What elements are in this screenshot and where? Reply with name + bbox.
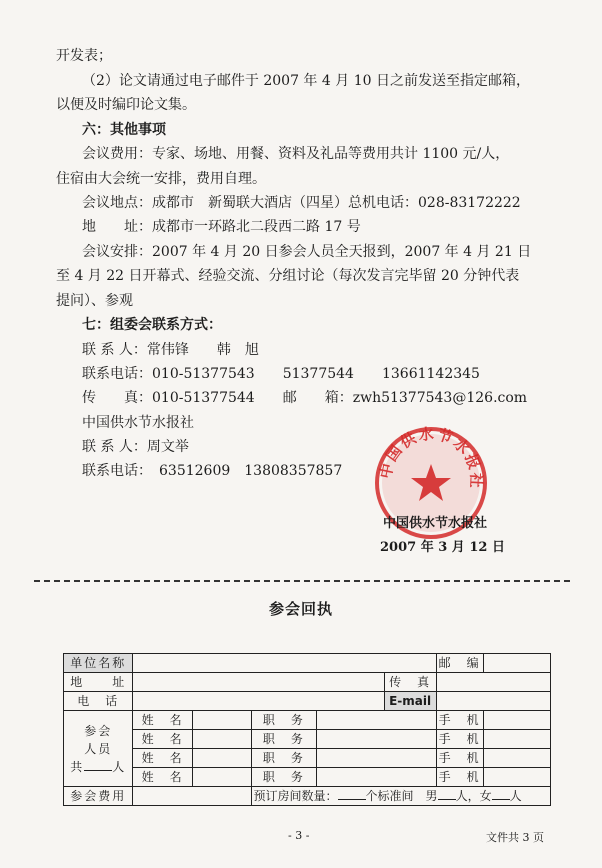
fax-label: 传 真 <box>384 673 436 692</box>
participants-total-pre: 共 <box>70 759 85 774</box>
position-field[interactable] <box>317 730 436 749</box>
name-field[interactable] <box>192 749 251 768</box>
mobile-label: 手 机 <box>436 730 483 749</box>
mobile-label: 手 机 <box>436 711 483 730</box>
email-field[interactable] <box>436 692 550 711</box>
name-label: 姓 名 <box>133 749 192 768</box>
mobile-field[interactable] <box>483 730 550 749</box>
fee-label: 参会费用 <box>64 787 133 806</box>
participants-label-line-3 <box>66 758 130 776</box>
participants-label-line-1: 参会 <box>84 723 113 738</box>
female-count-blank[interactable] <box>492 788 510 800</box>
contact-phone-2: 联系电话： 63512609 13808357857 <box>82 463 343 479</box>
phone-field[interactable] <box>133 692 384 711</box>
address-field[interactable] <box>133 673 384 692</box>
venue-line: 会议地点：成都市 新蜀联大酒店（四星）总机电话：028-83172222 <box>82 195 521 211</box>
address-label: 地 址 <box>64 673 133 692</box>
body-line-1: 开发表； <box>56 48 112 64</box>
body-line-2: （2）论文请通过电子邮件于 2007 年 4 月 10 日之前发送至指定邮箱， <box>82 73 530 89</box>
male-count-blank[interactable] <box>438 788 456 800</box>
fee-line-2: 住宿由大会统一安排，费用自理。 <box>56 171 266 187</box>
address-line: 地 址：成都市一环路北二段西二路 17 号 <box>82 219 361 235</box>
mobile-field[interactable] <box>483 768 550 787</box>
fax-field[interactable] <box>436 673 550 692</box>
mobile-field[interactable] <box>483 749 550 768</box>
postcode-label: 邮 编 <box>436 654 483 673</box>
schedule-line-1: 会议安排：2007 年 4 月 20 日参会人员全天报到，2007 年 4 月 21 日 <box>82 244 532 260</box>
unit-name-field[interactable] <box>133 654 436 673</box>
receipt-form-table <box>63 653 551 806</box>
mobile-label: 手 机 <box>436 749 483 768</box>
participants-label-line-2: 人员 <box>84 741 113 756</box>
signature-date: 2007 年 3 月 12 日 <box>380 540 505 555</box>
contact-phone-1: 联系电话：010-51377543 51377544 13661142345 <box>82 366 480 382</box>
name-label: 姓 名 <box>133 768 192 787</box>
cut-line <box>34 580 570 582</box>
mobile-field[interactable] <box>483 711 550 730</box>
room-booking-mid2: 人，女 <box>455 788 492 803</box>
body-line-3: 以便及时编印论文集。 <box>56 97 196 113</box>
fee-line-1: 会议费用：专家、场地、用餐、资料及礼品等费用共计 1100 元/人， <box>82 146 510 162</box>
position-field[interactable] <box>317 768 436 787</box>
organization-line: 中国供水节水报社 <box>82 415 194 431</box>
name-field[interactable] <box>192 711 251 730</box>
name-field[interactable] <box>192 768 251 787</box>
position-field[interactable] <box>317 711 436 730</box>
position-label: 职 务 <box>251 749 317 768</box>
position-label: 职 务 <box>251 730 317 749</box>
name-label: 姓 名 <box>133 711 192 730</box>
room-count-blank[interactable] <box>338 788 366 800</box>
postcode-field[interactable] <box>483 654 550 673</box>
contact-person-1: 联 系 人：常伟锋 韩 旭 <box>82 342 259 358</box>
participants-count-blank[interactable] <box>84 759 112 771</box>
contact-person-2: 联 系 人：周文举 <box>82 439 189 455</box>
page-total: 文件共 3 页 <box>486 831 544 844</box>
page-number: - 3 - <box>288 829 310 842</box>
fee-field[interactable] <box>133 787 251 806</box>
fax-email-line: 传 真：010-51377544 邮 箱：zwh51377543@126.com <box>82 390 528 406</box>
position-label: 职 务 <box>251 768 317 787</box>
schedule-line-2: 至 4 月 22 日开幕式、经验交流、分组讨论（每次发言完毕留 20 分钟代表 <box>56 268 520 284</box>
section-6-title: 六：其他事项 <box>82 122 166 138</box>
email-label: E-mail <box>384 692 436 711</box>
participants-total-post: 人 <box>112 759 127 774</box>
position-field[interactable] <box>317 749 436 768</box>
unit-name-label: 单位名称 <box>64 654 133 673</box>
phone-label: 电 话 <box>64 692 133 711</box>
room-booking-cell <box>251 787 550 806</box>
participants-label <box>64 711 133 787</box>
schedule-line-3: 提问）、参观 <box>56 293 133 309</box>
room-booking-mid: 个标准间 男 <box>365 788 438 803</box>
signature-organization: 中国供水节水报社 <box>383 516 488 531</box>
svg-text:中国供水节水报社: 中国供水节水报社 <box>376 424 486 491</box>
name-field[interactable] <box>192 730 251 749</box>
room-booking-pre: 预订房间数量： <box>253 788 338 803</box>
receipt-title: 参会回执 <box>268 600 333 618</box>
section-7-title: 七：组委会联系方式： <box>82 317 222 333</box>
room-booking-post: 人 <box>509 788 522 803</box>
position-label: 职 务 <box>251 711 317 730</box>
mobile-label: 手 机 <box>436 768 483 787</box>
name-label: 姓 名 <box>133 730 192 749</box>
